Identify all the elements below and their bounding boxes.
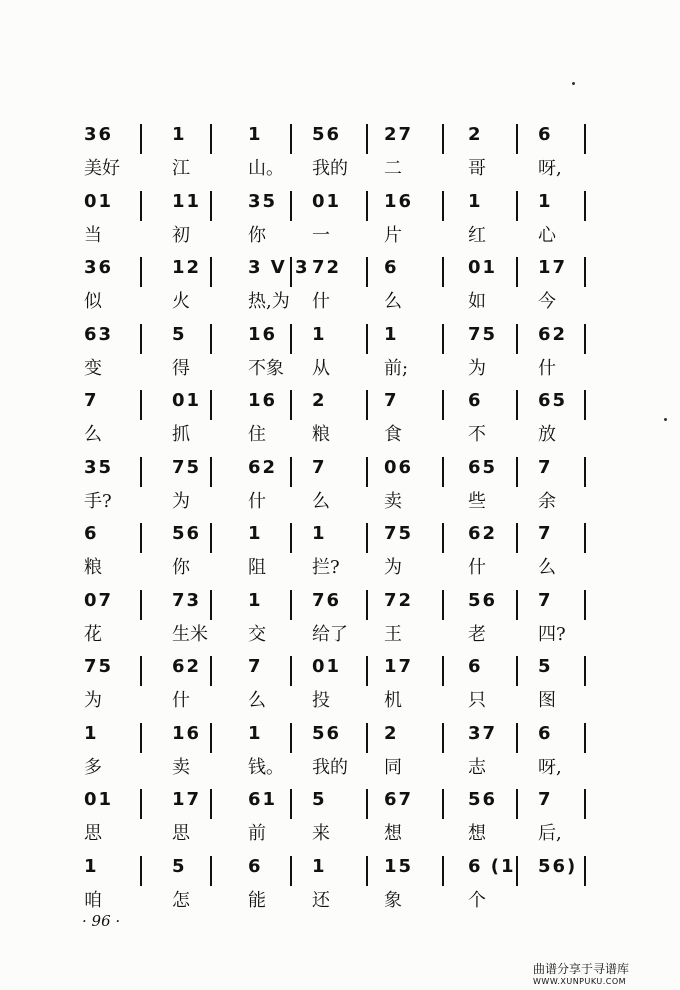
note-group: 1 [84, 855, 99, 877]
note-group: 01 [312, 656, 342, 677]
bar-line [290, 789, 292, 819]
bar-line [366, 124, 368, 154]
lyric-text: 只 [468, 690, 486, 711]
bar-line [140, 656, 142, 686]
lyric-text: 你 [172, 557, 190, 578]
bar-line [516, 457, 518, 487]
note-group: 61 [248, 789, 278, 810]
bar-line [210, 723, 212, 753]
note-group: 7 [248, 656, 263, 677]
lyric-text: 么 [84, 424, 102, 445]
lyric-text: 四? [538, 623, 566, 645]
note-group: 6 [538, 722, 553, 744]
lyric-text: 变 [84, 357, 102, 379]
score-row [0, 586, 680, 652]
note-group: 6 [384, 257, 399, 278]
bar-line [366, 789, 368, 819]
score-row [0, 453, 680, 519]
note-group: 1 [248, 589, 263, 611]
score-row [0, 386, 680, 452]
note-group: 36 [84, 257, 114, 278]
bar-line [290, 324, 292, 354]
lyric-text: 些 [468, 490, 486, 512]
lyric-text: 能 [248, 889, 266, 911]
bar-line [140, 789, 142, 819]
bar-line [210, 789, 212, 819]
bar-line [516, 523, 518, 553]
note-group: 37 [468, 722, 498, 744]
lyric-text: 咱 [84, 889, 102, 911]
note-group: 07 [84, 589, 114, 611]
watermark [533, 960, 629, 986]
bar-line [584, 390, 586, 420]
lyric-text: 交 [248, 623, 266, 645]
bar-line [210, 523, 212, 553]
lyric-text: 个 [468, 889, 486, 911]
bar-line [290, 124, 292, 154]
lyric-text: 生米 [172, 623, 208, 645]
note-group: 65 [538, 390, 568, 411]
note-group: 2 [384, 722, 399, 744]
note-group: 1 [468, 190, 483, 212]
bar-line [584, 789, 586, 819]
note-group: 01 [172, 390, 202, 411]
lyric-text: 我的 [312, 756, 348, 778]
bar-line [442, 723, 444, 753]
lyric-text: 美好 [84, 158, 120, 179]
bar-line [140, 324, 142, 354]
note-group: 1 [248, 523, 263, 544]
lyric-text: 当 [84, 224, 102, 246]
lyric-text: 呀, [538, 756, 562, 778]
note-group: 72 [384, 589, 414, 611]
note-group: 1 [172, 124, 187, 145]
score-row [0, 187, 680, 253]
note-group: 75 [384, 523, 414, 544]
bar-line [140, 590, 142, 620]
note-group: 6 (1 [468, 855, 516, 877]
lyric-text: 投 [312, 690, 330, 711]
bar-line [516, 723, 518, 753]
bar-line [442, 257, 444, 287]
lyric-text: 今 [538, 291, 556, 312]
note-group: 6 [84, 523, 99, 544]
note-group: 56 [312, 722, 342, 744]
bar-line [366, 590, 368, 620]
bar-line [366, 257, 368, 287]
lyric-text: 给了 [312, 623, 348, 645]
note-group: 5 [172, 323, 187, 345]
lyric-text: 得 [172, 357, 190, 379]
lyric-text: 初 [172, 224, 190, 246]
note-group: 01 [312, 190, 342, 212]
lyric-text: 余 [538, 490, 556, 512]
lyric-text: 不象 [248, 357, 284, 379]
note-group: 5 [312, 789, 327, 810]
lyric-text: 前 [248, 823, 266, 844]
note-group: 17 [538, 257, 568, 278]
bar-line [442, 656, 444, 686]
lyric-text: 前; [384, 357, 409, 379]
bar-line [290, 656, 292, 686]
bar-line [366, 856, 368, 886]
bar-line [442, 523, 444, 553]
lyric-text: 红 [468, 224, 486, 246]
bar-line [210, 257, 212, 287]
note-group: 12 [172, 257, 202, 278]
bar-line [140, 723, 142, 753]
note-group: 75 [172, 456, 202, 478]
note-group: 62 [538, 323, 568, 345]
bar-line [366, 390, 368, 420]
lyric-text: 机 [384, 690, 402, 711]
lyric-text: 为 [468, 357, 486, 379]
lyric-text: 二 [384, 158, 402, 179]
note-group: 1 [384, 323, 399, 345]
score-row [0, 253, 680, 319]
lyric-text: 似 [84, 291, 102, 312]
note-group: 7 [84, 390, 99, 411]
bar-line [584, 856, 586, 886]
lyric-text: 食 [384, 424, 402, 445]
bar-line [290, 723, 292, 753]
note-group: 75 [84, 656, 114, 677]
bar-line [210, 390, 212, 420]
score-row [0, 519, 680, 585]
note-group: 7 [538, 789, 553, 810]
bar-line [442, 191, 444, 221]
lyric-text: 你 [248, 224, 266, 246]
lyric-text: 同 [384, 756, 402, 778]
note-group: 16 [384, 190, 414, 212]
score-row [0, 652, 680, 718]
lyric-text: 片 [384, 224, 402, 246]
bar-line [140, 191, 142, 221]
note-group: 1 [312, 855, 327, 877]
note-group: 17 [172, 789, 202, 810]
bar-line [366, 723, 368, 753]
lyric-text: 粮 [84, 557, 102, 578]
note-group: 36 [84, 124, 114, 145]
watermark-text: 曲谱分享于寻谱库 [533, 962, 630, 976]
bar-line [442, 324, 444, 354]
lyric-text: 山。 [248, 158, 284, 179]
bar-line [584, 191, 586, 221]
bar-line [140, 257, 142, 287]
note-group: 62 [172, 656, 202, 677]
bar-line [442, 590, 444, 620]
lyric-text: 一 [312, 224, 330, 246]
bar-line [210, 124, 212, 154]
lyric-text: 来 [312, 823, 330, 844]
lyric-text: 热,为 [248, 291, 290, 312]
lyric-text: 粮 [312, 424, 330, 445]
bar-line [366, 191, 368, 221]
scan-speck [572, 82, 575, 85]
lyric-text: 什 [172, 690, 190, 711]
note-group: 6 [468, 390, 483, 411]
bar-line [442, 390, 444, 420]
note-group: 72 [312, 257, 342, 278]
note-group: 56) [538, 855, 578, 877]
note-group: 1 [312, 323, 327, 345]
bar-line [442, 789, 444, 819]
bar-line [584, 656, 586, 686]
note-group: 01 [468, 257, 498, 278]
note-group: 3 V 3 [248, 257, 310, 278]
lyric-text: 么 [384, 291, 402, 312]
note-group: 63 [84, 323, 114, 345]
note-group: 01 [84, 190, 114, 212]
bar-line [366, 656, 368, 686]
lyric-text: 如 [468, 291, 486, 312]
lyric-text: 不 [468, 424, 486, 445]
note-group: 56 [172, 523, 202, 544]
note-group: 2 [312, 390, 327, 411]
note-group: 7 [538, 456, 553, 478]
bar-line [290, 523, 292, 553]
note-group: 35 [248, 190, 278, 212]
note-group: 15 [384, 855, 414, 877]
bar-line [516, 390, 518, 420]
score-row [0, 852, 680, 918]
note-group: 6 [538, 124, 553, 145]
note-group: 17 [384, 656, 414, 677]
bar-line [442, 856, 444, 886]
scan-speck [664, 418, 667, 421]
bar-line [210, 457, 212, 487]
bar-line [584, 257, 586, 287]
lyric-text: 什 [248, 490, 266, 512]
bar-line [442, 457, 444, 487]
bar-line [210, 191, 212, 221]
lyric-text: 多 [84, 756, 102, 778]
note-group: 16 [248, 390, 278, 411]
lyric-text: 抓 [172, 424, 190, 445]
note-group: 27 [384, 124, 414, 145]
note-group: 1 [538, 190, 553, 212]
note-group: 01 [84, 789, 114, 810]
lyric-text: 还 [312, 889, 330, 911]
bar-line [140, 124, 142, 154]
lyric-text: 什 [468, 557, 486, 578]
note-group: 35 [84, 456, 114, 478]
bar-line [210, 590, 212, 620]
bar-line [516, 324, 518, 354]
note-group: 6 [468, 656, 483, 677]
lyric-text: 思 [172, 823, 190, 844]
bar-line [210, 656, 212, 686]
lyric-text: 钱。 [248, 756, 284, 778]
bar-line [366, 324, 368, 354]
lyric-text: 么 [538, 557, 556, 578]
note-group: 11 [172, 190, 202, 212]
bar-line [290, 191, 292, 221]
bar-line [584, 590, 586, 620]
lyric-text: 图 [538, 690, 556, 711]
score-row [0, 320, 680, 386]
note-group: 56 [468, 589, 498, 611]
note-group: 1 [248, 124, 263, 145]
bar-line [140, 523, 142, 553]
note-group: 67 [384, 789, 414, 810]
lyric-text: 志 [468, 756, 486, 778]
lyric-text: 江 [172, 158, 190, 179]
note-group: 16 [248, 323, 278, 345]
lyric-text: 老 [468, 623, 486, 645]
bar-line [584, 723, 586, 753]
lyric-text: 卖 [172, 756, 190, 778]
lyric-text: 什 [312, 291, 330, 312]
lyric-text: 火 [172, 291, 190, 312]
lyric-text: 想 [468, 823, 486, 844]
note-group: 56 [312, 124, 342, 145]
lyric-text: 心 [538, 224, 556, 246]
lyric-text: 花 [84, 623, 102, 645]
lyric-text: 王 [384, 623, 402, 645]
note-group: 75 [468, 323, 498, 345]
bar-line [442, 124, 444, 154]
lyric-text: 为 [384, 557, 402, 578]
score-row [0, 785, 680, 851]
bar-line [584, 124, 586, 154]
score-row [0, 120, 680, 186]
note-group: 7 [538, 589, 553, 611]
lyric-text: 哥 [468, 158, 486, 179]
bar-line [366, 523, 368, 553]
bar-line [290, 390, 292, 420]
lyric-text: 么 [312, 490, 330, 512]
bar-line [516, 856, 518, 886]
lyric-text: 怎 [172, 889, 190, 911]
lyric-text: 住 [248, 424, 266, 445]
lyric-text: 呀, [538, 158, 562, 179]
note-group: 1 [248, 722, 263, 744]
lyric-text: 为 [84, 690, 102, 711]
note-group: 56 [468, 789, 498, 810]
note-group: 7 [384, 390, 399, 411]
note-group: 7 [538, 523, 553, 544]
note-group: 5 [538, 656, 553, 677]
lyric-text: 阻 [248, 557, 266, 578]
note-group: 62 [248, 456, 278, 478]
note-group: 65 [468, 456, 498, 478]
bar-line [210, 856, 212, 886]
lyric-text: 么 [248, 690, 266, 711]
lyric-text: 从 [312, 357, 330, 379]
lyric-text: 放 [538, 424, 556, 445]
note-group: 5 [172, 855, 187, 877]
lyric-text: 后, [538, 823, 562, 844]
bar-line [140, 390, 142, 420]
bar-line [584, 523, 586, 553]
note-group: 76 [312, 589, 342, 611]
lyric-text: 什 [538, 357, 556, 379]
watermark-url: WWW.XUNPUKU.COM [533, 977, 627, 986]
lyric-text: 象 [384, 889, 402, 911]
note-group: 7 [312, 456, 327, 478]
note-group: 6 [248, 855, 263, 877]
bar-line [516, 124, 518, 154]
bar-line [290, 856, 292, 886]
lyric-text: 我的 [312, 158, 348, 179]
score-row [0, 719, 680, 785]
bar-line [516, 590, 518, 620]
lyric-text: 为 [172, 490, 190, 512]
note-group: 16 [172, 722, 202, 744]
bar-line [366, 457, 368, 487]
note-group: 62 [468, 523, 498, 544]
note-group: 1 [312, 523, 327, 544]
bar-line [516, 656, 518, 686]
page-number: · 96 · [82, 912, 121, 930]
note-group: 2 [468, 124, 483, 145]
bar-line [140, 856, 142, 886]
bar-line [516, 789, 518, 819]
bar-line [516, 191, 518, 221]
note-group: 1 [84, 722, 99, 744]
lyric-text: 想 [384, 823, 402, 844]
bar-line [290, 590, 292, 620]
lyric-text: 手? [84, 490, 112, 512]
bar-line [584, 457, 586, 487]
bar-line [140, 457, 142, 487]
bar-line [584, 324, 586, 354]
bar-line [516, 257, 518, 287]
lyric-text: 卖 [384, 490, 402, 512]
lyric-text: 思 [84, 823, 102, 844]
bar-line [290, 457, 292, 487]
bar-line [210, 324, 212, 354]
note-group: 73 [172, 589, 202, 611]
lyric-text: 拦? [312, 557, 340, 578]
note-group: 06 [384, 456, 414, 478]
